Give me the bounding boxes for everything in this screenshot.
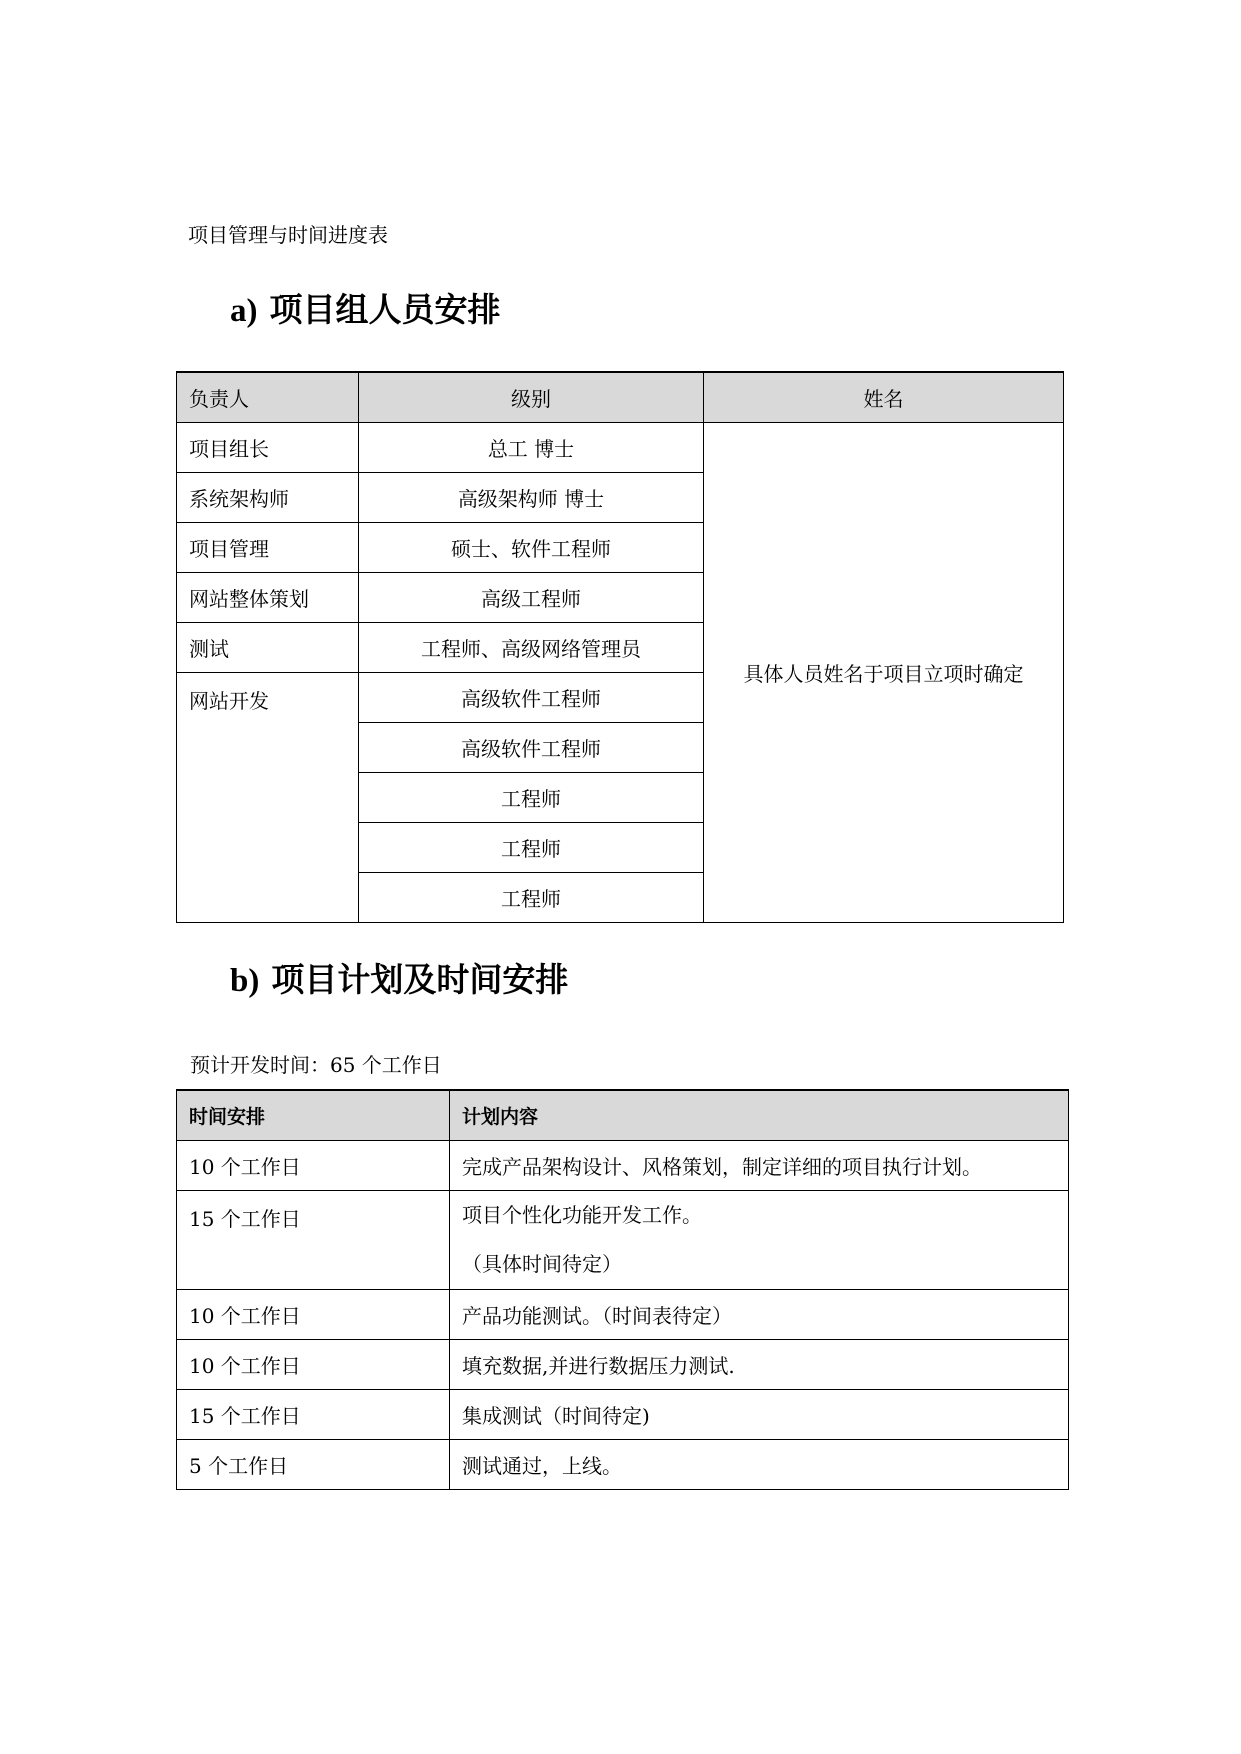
role-cell: 项目组长 xyxy=(177,423,359,473)
level-cell: 工程师 xyxy=(359,773,704,823)
content-cell: 填充数据,并进行数据压力测试. xyxy=(450,1340,1069,1390)
section-b-title: 项目计划及时间安排 xyxy=(271,960,569,999)
table-row xyxy=(177,1191,1069,1290)
level-cell: 高级工程师 xyxy=(359,573,704,623)
header-content: 计划内容 xyxy=(450,1090,1069,1141)
content-cell xyxy=(450,1191,1069,1290)
role-cell: 系统架构师 xyxy=(177,473,359,523)
plan-table-header xyxy=(177,1090,1069,1141)
time-cell: 15 个工作日 xyxy=(177,1191,450,1290)
document-title: 项目管理与时间进度表 xyxy=(188,223,388,247)
table-row xyxy=(177,1440,1069,1490)
level-cell: 总工 博士 xyxy=(359,423,704,473)
role-cell: 项目管理 xyxy=(177,523,359,573)
content-note: （具体时间待定） xyxy=(462,1252,622,1276)
staff-table xyxy=(176,371,1064,923)
table-row xyxy=(177,1141,1069,1191)
level-cell: 高级架构师 博士 xyxy=(359,473,704,523)
table-row xyxy=(177,423,1064,473)
header-level: 级别 xyxy=(359,372,704,423)
content-cell: 测试通过，上线。 xyxy=(450,1440,1069,1490)
header-time: 时间安排 xyxy=(177,1090,450,1141)
level-cell: 高级软件工程师 xyxy=(359,673,704,723)
section-a-title: 项目组人员安排 xyxy=(269,290,501,329)
table-row xyxy=(177,1290,1069,1340)
time-cell: 15 个工作日 xyxy=(177,1390,450,1440)
content-cell: 完成产品架构设计、风格策划，制定详细的项目执行计划。 xyxy=(450,1141,1069,1191)
header-name: 姓名 xyxy=(704,372,1064,423)
header-role: 负责人 xyxy=(177,372,359,423)
section-b-heading xyxy=(230,958,568,1003)
plan-table xyxy=(176,1089,1069,1490)
content-cell: 产品功能测试。（时间表待定） xyxy=(450,1290,1069,1340)
staff-table-header xyxy=(177,372,1064,423)
content-line: 项目个性化功能开发工作。 xyxy=(462,1203,702,1227)
time-cell: 10 个工作日 xyxy=(177,1290,450,1340)
time-cell: 10 个工作日 xyxy=(177,1141,450,1191)
section-a-letter: a) xyxy=(230,293,258,329)
estimated-time: 预计开发时间：65 个工作日 xyxy=(190,1053,442,1077)
role-cell: 测试 xyxy=(177,623,359,673)
level-cell: 工程师、高级网络管理员 xyxy=(359,623,704,673)
content-cell: 集成测试（时间待定) xyxy=(450,1390,1069,1440)
section-b-letter: b) xyxy=(230,963,260,999)
role-cell: 网站整体策划 xyxy=(177,573,359,623)
table-row xyxy=(177,1390,1069,1440)
level-cell: 高级软件工程师 xyxy=(359,723,704,773)
level-cell: 工程师 xyxy=(359,823,704,873)
level-cell: 硕士、软件工程师 xyxy=(359,523,704,573)
section-a-heading xyxy=(230,288,501,333)
role-cell-dev: 网站开发 xyxy=(177,673,359,923)
name-note-cell: 具体人员姓名于项目立项时确定 xyxy=(704,423,1064,923)
table-row xyxy=(177,1340,1069,1390)
time-cell: 10 个工作日 xyxy=(177,1340,450,1390)
time-cell: 5 个工作日 xyxy=(177,1440,450,1490)
level-cell: 工程师 xyxy=(359,873,704,923)
